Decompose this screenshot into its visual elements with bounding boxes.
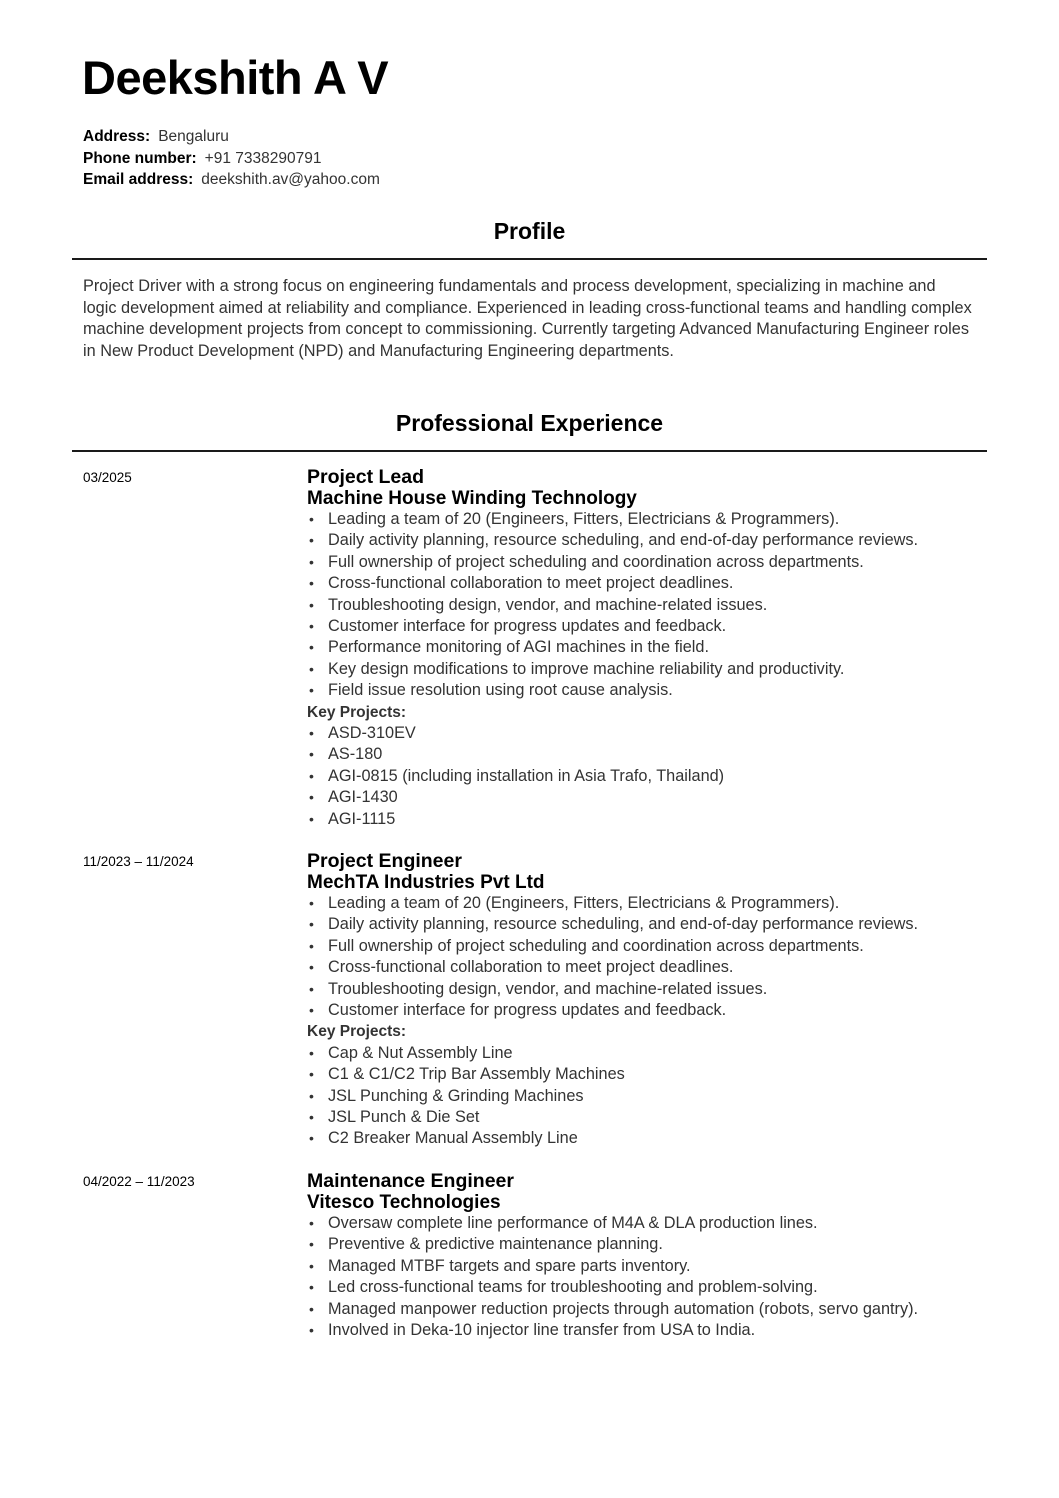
list-item — [307, 1277, 1027, 1298]
bullet-icon: • — [309, 767, 314, 784]
bullet-icon: • — [309, 1257, 314, 1274]
list-item-text: C2 Breaker Manual Assembly Line — [328, 1129, 578, 1148]
list-item — [307, 1064, 1027, 1085]
list-item-text: AGI-0815 (including installation in Asia Trafo, Thailand) — [328, 766, 725, 785]
list-item-text: Cross-functional collaboration to meet project deadlines. — [328, 574, 734, 593]
list-item — [307, 744, 1027, 765]
bullet-icon: • — [309, 1066, 314, 1083]
bullet-icon: • — [309, 1300, 314, 1317]
contact-info — [83, 126, 380, 191]
key-projects-label: Key Projects: — [307, 1023, 407, 1041]
job-company: Vitesco Technologies — [307, 1192, 501, 1213]
key-projects-list — [307, 1043, 1027, 1150]
list-item — [307, 766, 1027, 787]
job-responsibilities — [307, 893, 1027, 1021]
bullet-icon: • — [309, 660, 314, 677]
list-item-text: Daily activity planning, resource scheduling, and end-of-day performance reviews. — [328, 915, 919, 934]
list-item — [307, 893, 1027, 914]
job-details — [307, 467, 1027, 830]
list-item — [307, 957, 1027, 978]
bullet-icon: • — [309, 1215, 314, 1231]
bullet-icon: • — [309, 532, 314, 549]
bullet-icon: • — [309, 895, 314, 911]
contact-label: Phone number: — [83, 149, 197, 167]
list-item-text: Customer interface for progress updates and feedback. — [328, 1001, 727, 1020]
list-item-text: Leading a team of 20 (Engineers, Fitters, Electricians & Programmers). — [328, 510, 840, 528]
bullet-icon: • — [309, 1279, 314, 1296]
candidate-name: Deekshith A V — [82, 51, 389, 104]
list-item-text: Full ownership of project scheduling and coordination across departments. — [328, 936, 864, 955]
list-item-text: AS-180 — [328, 745, 383, 764]
job-date: 04/2022 – 11/2023 — [83, 1174, 195, 1189]
bullet-icon: • — [309, 1044, 314, 1061]
list-item-text: ASD-310EV — [328, 724, 416, 743]
list-item — [307, 914, 1027, 935]
list-item-text: Leading a team of 20 (Engineers, Fitters, Electricians & Programmers). — [328, 894, 840, 912]
list-item-text: Daily activity planning, resource scheduling, and end-of-day performance reviews. — [328, 531, 919, 550]
bullet-icon: • — [309, 789, 314, 806]
bullet-icon: • — [309, 810, 314, 827]
list-item — [307, 936, 1027, 957]
bullet-icon: • — [309, 575, 314, 592]
bullet-icon: • — [309, 937, 314, 954]
list-item — [307, 680, 1027, 701]
list-item-text: Managed MTBF targets and spare parts inventory. — [328, 1256, 691, 1275]
job-responsibilities — [307, 1213, 1027, 1341]
list-item — [307, 1043, 1027, 1064]
list-item — [307, 787, 1027, 808]
job-company: MechTA Industries Pvt Ltd — [307, 872, 545, 893]
bullet-icon: • — [309, 746, 314, 763]
bullet-icon: • — [309, 639, 314, 656]
key-projects-list — [307, 723, 1027, 830]
list-item-text: Involved in Deka-10 injector line transfer from USA to India. — [328, 1321, 756, 1340]
list-item-text: Key design modifications to improve machine reliability and productivity. — [328, 659, 845, 678]
bullet-icon: • — [309, 511, 314, 527]
list-item-text: Full ownership of project scheduling and coordination across departments. — [328, 552, 864, 571]
bullet-icon: • — [309, 596, 314, 613]
list-item — [307, 595, 1027, 616]
list-item-text: JSL Punching & Grinding Machines — [328, 1086, 584, 1105]
list-item-text: Managed manpower reduction projects through automation (robots, servo gantry). — [328, 1299, 919, 1318]
bullet-icon: • — [309, 618, 314, 635]
list-item — [307, 809, 1027, 830]
contact-label: Address: — [83, 128, 151, 145]
profile-summary: Project Driver with a strong focus on engineering fundamentals and process development, specializing in machine and logic development aimed at reliability and compliance. Experienced in leading cross-functional teams and handling complex machine development projects from concept to commissioning. Currently targeting Advanced Manufacturing Engineer roles in New Product Development (NPD) and Manufacturing Engineering departments. — [83, 277, 972, 360]
profile-heading: Profile — [493, 218, 566, 244]
list-item — [307, 637, 1027, 658]
job-date: 11/2023 – 11/2024 — [83, 854, 194, 869]
list-item-text: Troubleshooting design, vendor, and machine-related issues. — [328, 595, 768, 614]
job-date: 03/2025 — [83, 470, 132, 485]
list-item — [307, 1256, 1027, 1277]
contact-phone — [83, 148, 380, 170]
bullet-icon: • — [309, 682, 314, 699]
contact-value: +91 7338290791 — [204, 149, 322, 167]
profile-divider — [72, 258, 987, 260]
list-item-text: AGI-1115 — [328, 809, 396, 828]
list-item — [307, 509, 1027, 530]
list-item-text: Troubleshooting design, vendor, and machine-related issues. — [328, 979, 768, 998]
list-item-text: Preventive & predictive maintenance planning. — [328, 1235, 663, 1254]
list-item — [307, 979, 1027, 1000]
bullet-icon: • — [309, 916, 314, 933]
list-item — [307, 659, 1027, 680]
list-item — [307, 1213, 1027, 1234]
list-item — [307, 530, 1027, 551]
list-item — [307, 616, 1027, 637]
contact-email — [83, 169, 380, 191]
job-details — [307, 1171, 1027, 1341]
list-item-text: Cap & Nut Assembly Line — [328, 1043, 513, 1062]
experience-heading: Professional Experience — [395, 410, 664, 436]
list-item — [307, 1107, 1027, 1128]
list-item-text: Oversaw complete line performance of M4A & DLA production lines. — [328, 1214, 818, 1232]
list-item-text: JSL Punch & Die Set — [328, 1108, 480, 1127]
bullet-icon: • — [309, 1087, 314, 1104]
job-title: Project Lead — [307, 466, 425, 488]
bullet-icon: • — [309, 980, 314, 997]
job-title: Project Engineer — [307, 850, 462, 872]
list-item-text: Cross-functional collaboration to meet project deadlines. — [328, 958, 734, 977]
job-details — [307, 851, 1027, 1150]
contact-value: deekshith.av@yahoo.com — [201, 171, 380, 188]
list-item — [307, 723, 1027, 744]
job-title: Maintenance Engineer — [307, 1170, 514, 1192]
experience-divider — [72, 450, 987, 452]
contact-label: Email address: — [83, 171, 194, 188]
list-item — [307, 1234, 1027, 1255]
list-item-text: Field issue resolution using root cause analysis. — [328, 681, 673, 700]
bullet-icon: • — [309, 553, 314, 570]
list-item — [307, 552, 1027, 573]
bullet-icon: • — [309, 725, 314, 742]
contact-value: Bengaluru — [158, 128, 229, 145]
list-item-text: AGI-1430 — [328, 788, 398, 807]
list-item — [307, 1299, 1027, 1320]
list-item-text: C1 & C1/C2 Trip Bar Assembly Machines — [328, 1065, 625, 1084]
bullet-icon: • — [309, 1322, 314, 1339]
list-item-text: Performance monitoring of AGI machines in the field. — [328, 638, 709, 657]
job-company: Machine House Winding Technology — [307, 488, 637, 509]
list-item — [307, 1000, 1027, 1021]
bullet-icon: • — [309, 959, 314, 976]
contact-address — [83, 126, 380, 148]
job-responsibilities — [307, 509, 1027, 702]
bullet-icon: • — [309, 1236, 314, 1253]
list-item — [307, 573, 1027, 594]
bullet-icon: • — [309, 1002, 314, 1019]
list-item-text: Led cross-functional teams for troubleshooting and problem-solving. — [328, 1278, 818, 1297]
bullet-icon: • — [309, 1109, 314, 1126]
list-item — [307, 1086, 1027, 1107]
key-projects-label: Key Projects: — [307, 703, 407, 721]
list-item-text: Customer interface for progress updates and feedback. — [328, 617, 727, 636]
list-item — [307, 1128, 1027, 1149]
bullet-icon: • — [309, 1130, 314, 1147]
list-item — [307, 1320, 1027, 1341]
